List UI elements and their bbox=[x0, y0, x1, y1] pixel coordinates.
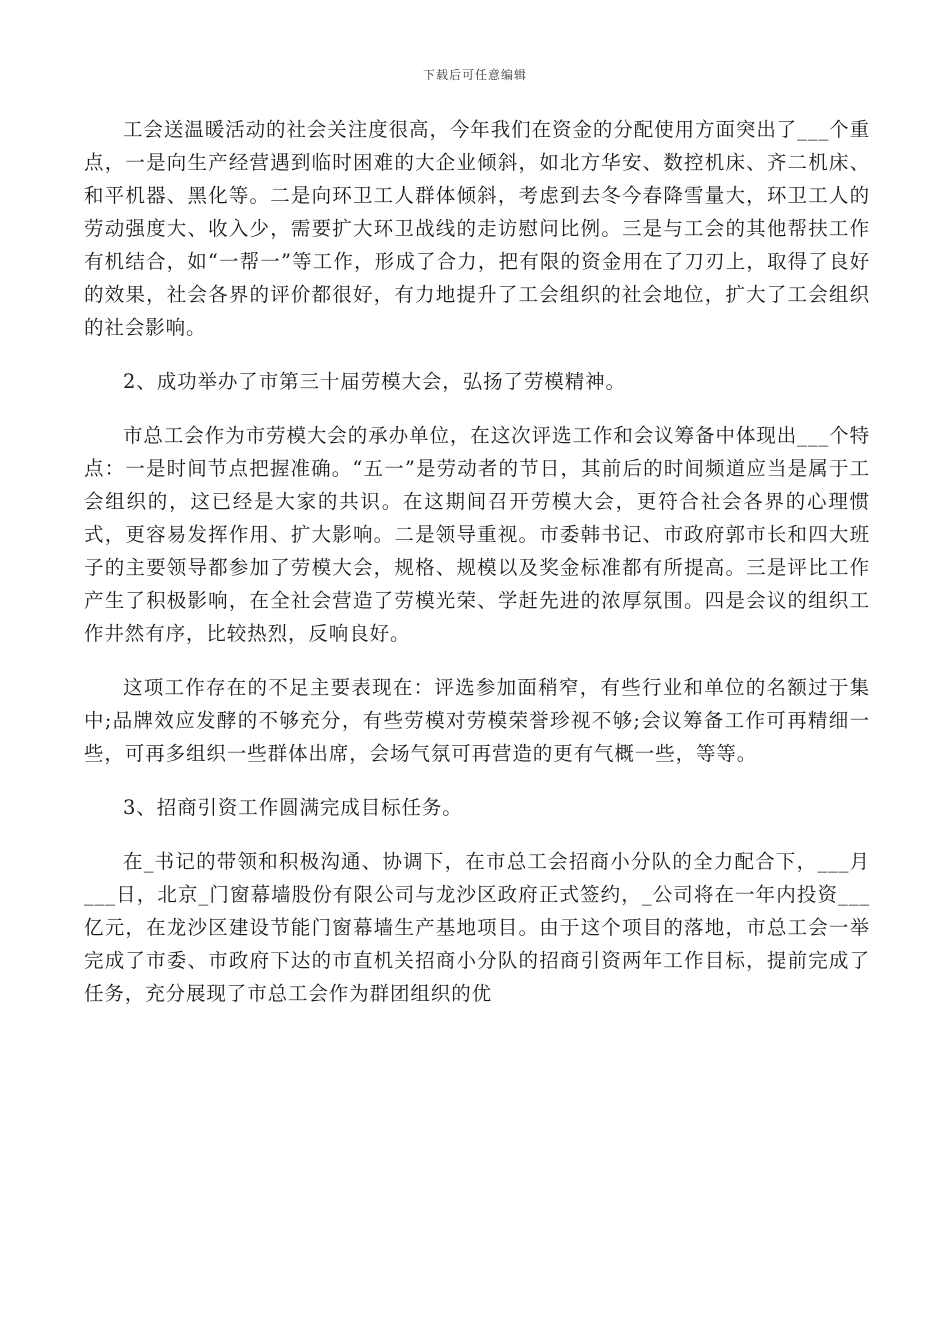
document-body bbox=[84, 113, 870, 1010]
paragraph-funds-allocation: 工会送温暖活动的社会关注度很高，今年我们在资金的分配使用方面突出了___个重点，一是向生产经营遇到临时困难的大企业倾斜，如北方华安、数控机床、齐二机床、和平机器、黑化等。二是向环卫工人群体倾斜，考虑到去冬今春降雪量大，环卫工人的劳动强度大、收入少，需要扩大环卫战线的走访慰问比例。三是与工会的其他帮扶工作有机结合，如“一帮一”等工作，形成了合力，把有限的资金用在了刀刃上，取得了良好的效果，社会各界的评价都很好，有力地提升了工会组织的社会地位，扩大了工会组织的社会影响。 bbox=[84, 118, 870, 339]
page-header: 下载后可任意编辑 bbox=[422, 68, 527, 82]
section-heading-model-worker-conference: 2、成功举办了市第三十届劳模大会，弘扬了劳模精神。 bbox=[123, 370, 626, 393]
paragraph-conference-features: 市总工会作为市劳模大会的承办单位，在这次评选工作和会议筹备中体现出___个特点：一是时间节点把握准确。“五一”是劳动者的节日，其前后的时间频道应当是属于工会组织的，这已经是大家的共识。在这期间召开劳模大会，更符合社会各界的心理惯式，更容易发挥作用、扩大影响。二是领导重视。市委韩书记、市政府郭市长和四大班子的主要领导都参加了劳模大会，规格、规模以及奖金标准都有所提高。三是评比工作产生了积极影响，在全社会营造了劳模光荣、学赶先进的浓厚氛围。四是会议的组织工作井然有序，比较热烈，反响良好。 bbox=[84, 424, 870, 645]
section-heading-investment: 3、招商引资工作圆满完成目标任务。 bbox=[123, 796, 463, 819]
paragraph-investment-details: 在_书记的带领和积极沟通、协调下，在市总工会招商小分队的全力配合下，___月___日，北京_门窗幕墙股份有限公司与龙沙区政府正式签约，_公司将在一年内投资___亿元，在龙沙区建设节能门窗幕墙生产基地项目。由于这个项目的落地，市总工会一举完成了市委、市政府下达的市直机关招商小分队的招商引资两年工作目标，提前完成了任务，充分展现了市总工会作为群团组织的优 bbox=[84, 850, 870, 1005]
paragraph-shortcomings: 这项工作存在的不足主要表现在：评选参加面稍窄，有些行业和单位的名额过于集中;品牌效应发酵的不够充分，有些劳模对劳模荣誉珍视不够;会议筹备工作可再精细一些，可再多组织一些群体出席，会场气氛可再营造的更有气概一些，等等。 bbox=[84, 676, 870, 765]
